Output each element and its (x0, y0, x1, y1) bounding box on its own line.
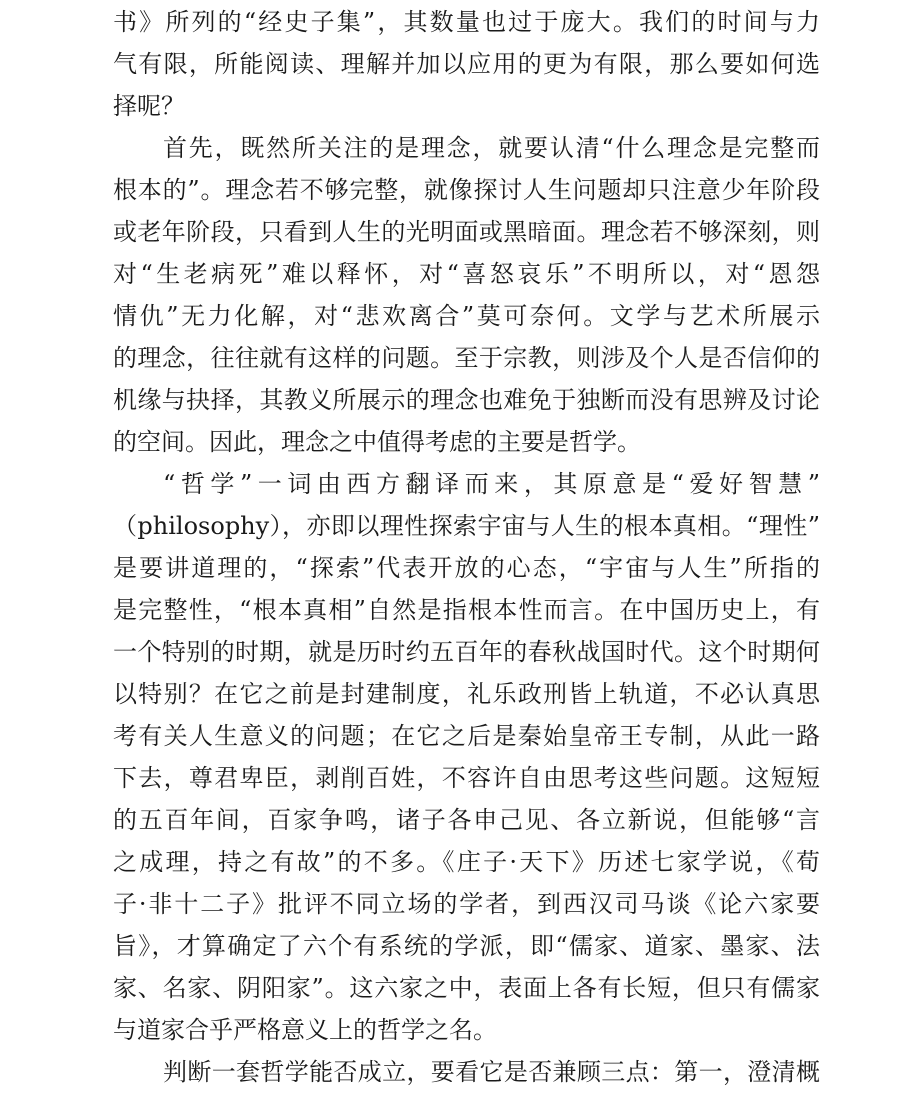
text-line-24: 家、名家、阴阳家”。这六家之中，表面上各有长短，但只有儒家 (113, 974, 820, 1002)
text-line-15: 是完整性，“根本真相”自然是指根本性而言。在中国历史上，有 (113, 596, 820, 624)
text-line-19: 下去，尊君卑臣，剥削百姓，不容许自由思考这些问题。这短短 (113, 764, 820, 792)
text-line-17: 以特别？在它之前是封建制度，礼乐政刑皆上轨道，不必认真思 (113, 680, 820, 708)
text-line-16: 一个特别的时期，就是历时约五百年的春秋战国时代。这个时期何 (113, 638, 820, 666)
text-line-11: 的空间。因此，理念之中值得考虑的主要是哲学。 (113, 428, 641, 456)
text-line-25: 与道家合乎严格意义上的哲学之名。 (113, 1016, 497, 1044)
text-line-14: 是要讲道理的，“探索”代表开放的心态，“宇宙与人生”所指的 (113, 554, 820, 582)
text-line-7: 对“生老病死”难以释怀，对“喜怒哀乐”不明所以，对“恩怨 (113, 260, 820, 288)
text-line-1: 书》所列的“经史子集”，其数量也过于庞大。我们的时间与力 (113, 8, 820, 36)
text-line-12: “哲学”一词由西方翻译而来，其原意是“爱好智慧” (163, 470, 820, 498)
text-line-5: 根本的”。理念若不够完整，就像探讨人生问题却只注意少年阶段 (113, 176, 820, 204)
text-line-8: 情仇”无力化解，对“悲欢离合”莫可奈何。文学与艺术所展示 (113, 302, 820, 330)
text-line-23: 旨》，才算确定了六个有系统的学派，即“儒家、道家、墨家、法 (113, 932, 820, 960)
text-line-3: 择呢？ (113, 92, 185, 120)
text-line-4: 首先，既然所关注的是理念，就要认清“什么理念是完整而 (163, 134, 820, 162)
text-line-22: 子·非十二子》批评不同立场的学者，到西汉司马谈《论六家要 (113, 890, 820, 918)
text-line-2: 气有限，所能阅读、理解并加以应用的更为有限，那么要如何选 (113, 50, 820, 78)
text-line-9: 的理念，往往就有这样的问题。至于宗教，则涉及个人是否信仰的 (113, 344, 820, 372)
text-line-10: 机缘与抉择，其教义所展示的理念也难免于独断而没有思辨及讨论 (113, 386, 820, 414)
text-line-13: （philosophy），亦即以理性探索宇宙与人生的根本真相。“理性” (113, 512, 820, 540)
text-line-21: 之成理，持之有故”的不多。《庄子·天下》历述七家学说，《荀 (113, 848, 820, 876)
text-line-26: 判断一套哲学能否成立，要看它是否兼顾三点：第一，澄清概 (163, 1058, 820, 1086)
text-line-6: 或老年阶段，只看到人生的光明面或黑暗面。理念若不够深刻，则 (113, 218, 820, 246)
text-line-18: 考有关人生意义的问题；在它之后是秦始皇帝王专制，从此一路 (113, 722, 820, 750)
text-line-20: 的五百年间，百家争鸣，诸子各申己见、各立新说，但能够“言 (113, 806, 820, 834)
